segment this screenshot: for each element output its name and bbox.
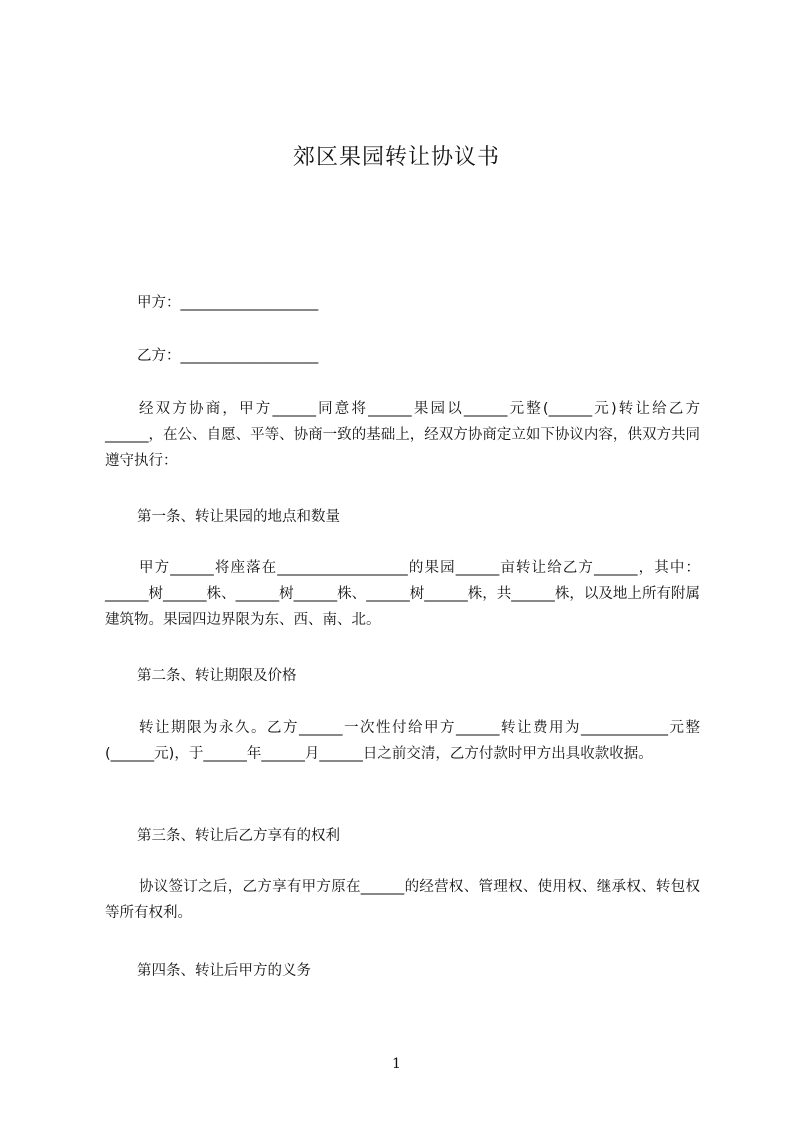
page-number: 1: [392, 1056, 401, 1072]
article-2-heading: 第二条、转让期限及价格: [137, 668, 297, 684]
article-3-heading: 第三条、转让后乙方享有的权利: [137, 828, 340, 844]
article-2-body: 转让期限为永久。乙方______一次性付给甲方______转让费用为____________元整(______元)，于______年______月______日之前交清，乙方付款时甲方出具收款收据。: [105, 720, 700, 762]
article-3-body: 协议签订之后，乙方享有甲方原在______的经营权、管理权、使用权、继承权、转包权等所有权利。: [105, 879, 700, 921]
article-1-body: 甲方______将座落在__________________的果园______亩转让给乙方______，其中：______树______株、______树______株、______树______株，共______株，以及地上所有附属建筑物。果园四边界限为东、西、南、北。: [105, 560, 700, 628]
article-1-heading: 第一条、转让果园的地点和数量: [137, 509, 340, 525]
party-a-line: 甲方：___________________: [137, 295, 319, 311]
party-b-line: 乙方：___________________: [137, 348, 319, 364]
article-4-heading: 第四条、转让后甲方的义务: [137, 963, 311, 979]
document-title: 郊区果园转让协议书: [292, 145, 500, 170]
intro-paragraph: 经双方协商，甲方______同意将______果园以______元整(______元)转让给乙方______，在公、自愿、平等、协商一致的基础上，经双方协商定立如下协议内容，供双方共同遵守执行：: [105, 401, 700, 469]
